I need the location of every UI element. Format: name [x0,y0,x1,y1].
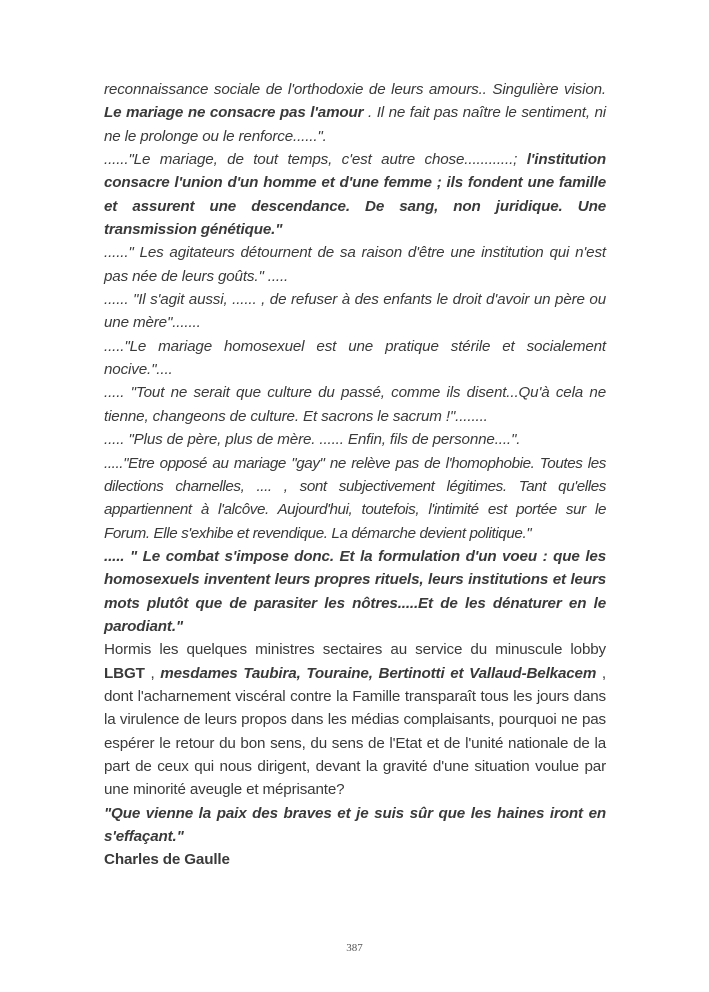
paragraph-7: ..... "Plus de père, plus de mère. ...... Enfin, fils de personne....". [104,431,521,449]
paragraph-3: ......" Les agitateurs détournent de sa raison d'être une institution qui n'est pas née de leurs goûts." ..... [104,244,606,285]
paragraph-10-continuation: , dont l'acharnement viscéral contre la Famille transparaît tous les jours dans la virulence de leurs propos dans les médias complaisants, pourquoi ne pas espérer le retour du bon sens, du sens de l'Etat et de l'unité nationale de la part de ceux qui nous dirigent, devant la gravité d'une situation voulue par une minorité aveugle et méprisante? [104,664,606,799]
paragraph-1-emphasis: Le mariage ne consacre pas l'amour [104,104,364,122]
body-text [104,78,606,872]
paragraph-6: ..... "Tout ne serait que culture du passé, comme ils disent...Qu'à cela ne tienne, changeons de culture. Et sacrons le sacrum !"........ [104,384,606,425]
paragraph-10 [104,638,606,801]
paragraph-2 [104,148,606,241]
closing-quote: "Que vienne la paix des braves et je suis sûr que les haines iront en s'effaçant." [104,804,606,845]
page-number: 387 [346,942,363,954]
paragraph-10-separator: , [144,664,161,682]
paragraph-8: ....."Etre opposé au mariage "gay" ne relève pas de l'homophobie. Toutes les dilections charnelles, .... , sont subjectivement légitimes. Tant qu'elles appartiennent à l'alcôve. Aujourd'hui, toutefois, l'intimité est portée sur le Forum. Elle s'exhibe et revendique. La démarche devient politique." [104,454,606,542]
lobby-name: LBGT [104,664,145,682]
ministers-names: mesdames Taubira, Touraine, Bertinotti et Vallaud-Belkacem [160,664,597,682]
paragraph-2-emphasis: l'institution consacre l'union d'un homme et d'une femme ; ils fondent une famille et assurent une descendance. De sang, non juridique. Une transmission génétique." [104,151,606,239]
paragraph-10-text: Hormis les quelques ministres sectaires au service du minuscule lobby [104,641,606,659]
paragraph-1-continuation: . Il ne fait pas naître le sentiment, ni ne le prolonge ou le renforce......". [104,104,607,145]
quote-attribution: Charles de Gaulle [104,851,230,869]
paragraph-1-text: reconnaissance sociale de l'orthodoxie de leurs amours.. Singulière vision. [104,81,606,98]
paragraph-5: ....."Le mariage homosexuel est une pratique stérile et socialement nocive.".... [104,337,606,379]
paragraph-9: ..... " Le combat s'impose donc. Et la formulation d'un voeu : que les homosexuels inventent leurs propres rituels, leurs institutions et leurs mots plutôt que de parasiter les nôtres.....Et de les dénaturer en le parodiant." [104,547,606,635]
paragraph-2-text: ......"Le mariage, de tout temps, c'est autre chose............; [104,151,527,169]
paragraph-4: ...... "Il s'agit aussi, ...... , de refuser à des enfants le droit d'avoir un père ou une mère"....... [104,291,606,332]
paragraph-1 [104,78,606,148]
